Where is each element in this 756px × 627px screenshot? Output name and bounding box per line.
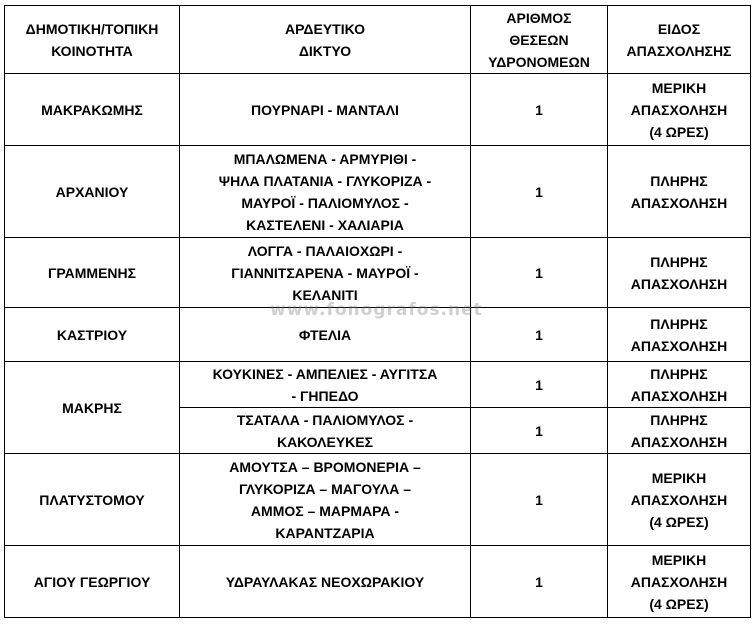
positions-cell: 1 [471,308,608,362]
community-cell: ΑΡΧΑΝΙΟΥ [5,146,180,238]
header-employment: ΕΙΔΟΣ ΑΠΑΣΧΟΛΗΣΗΣ [608,6,751,74]
header-row [5,6,751,74]
employment-cell: ΠΛΗΡΗΣ ΑΠΑΣΧΟΛΗΣΗ [608,146,751,238]
table-row [5,74,751,146]
network-cell: ΤΣΑΤΑΛΑ - ΠΑΛΙΟΜΥΛΟΣ - ΚΑΚΟΛΕΥΚΕΣ [180,408,471,454]
employment-cell: ΜΕΡΙΚΗ ΑΠΑΣΧΟΛΗΣΗ (4 ΩΡΕΣ) [608,454,751,546]
document [4,5,751,618]
employment-cell: ΠΛΗΡΗΣ ΑΠΑΣΧΟΛΗΣΗ [608,238,751,308]
network-cell: ΜΠΑΛΩΜΕΝΑ - ΑΡΜΥΡΙΘΙ - ΨΗΛΑ ΠΛΑΤΑΝΙΑ - ΓΛΥΚΟΡΙΖΑ - ΜΑΥΡΟΪ - ΠΑΛΙΟΜΥΛΟΣ - ΚΑΣΤΕΛΕΝΙ - ΧΑΛΙΑΡΙΑ [180,146,471,238]
positions-cell: 1 [471,362,608,408]
employment-cell: ΜΕΡΙΚΗ ΑΠΑΣΧΟΛΗΣΗ (4 ΩΡΕΣ) [608,546,751,618]
positions-cell: 1 [471,546,608,618]
community-cell: ΜΑΚΡΗΣ [5,362,180,454]
positions-cell: 1 [471,74,608,146]
positions-cell: 1 [471,146,608,238]
irrigation-table [4,5,751,618]
network-cell: ΛΟΓΓΑ - ΠΑΛΑΙΟΧΩΡΙ - ΓΙΑΝΝΙΤΣΑΡΕΝΑ - ΜΑΥΡΟΪ - ΚΕΛΑΝΙΤΙ [180,238,471,308]
employment-cell: ΠΛΗΡΗΣ ΑΠΑΣΧΟΛΗΣΗ [608,308,751,362]
table-row [5,546,751,618]
employment-cell: ΠΛΗΡΗΣ ΑΠΑΣΧΟΛΗΣΗ [608,408,751,454]
employment-cell: ΜΕΡΙΚΗ ΑΠΑΣΧΟΛΗΣΗ (4 ΩΡΕΣ) [608,74,751,146]
community-cell: ΑΓΙΟΥ ΓΕΩΡΓΙΟΥ [5,546,180,618]
positions-cell: 1 [471,408,608,454]
table-row [5,362,751,408]
header-positions: ΑΡΙΘΜΟΣ ΘΕΣΕΩΝ ΥΔΡΟΝΟΜΕΩΝ [471,6,608,74]
community-cell: ΓΡΑΜΜΕΝΗΣ [5,238,180,308]
network-cell: ΥΔΡΑΥΛΑΚΑΣ ΝΕΟΧΩΡΑΚΙΟΥ [180,546,471,618]
network-cell: ΚΟΥΚΙΝΕΣ - ΑΜΠΕΛΙΕΣ - ΑΥΓΙΤΣΑ - ΓΗΠΕΔΟ [180,362,471,408]
table-row [5,146,751,238]
community-cell: ΚΑΣΤΡΙΟΥ [5,308,180,362]
network-cell: ΠΟΥΡΝΑΡΙ - ΜΑΝΤΑΛΙ [180,74,471,146]
employment-cell: ΠΛΗΡΗΣ ΑΠΑΣΧΟΛΗΣΗ [608,362,751,408]
network-cell: ΦΤΕΛΙΑ [180,308,471,362]
community-cell: ΜΑΚΡΑΚΩΜΗΣ [5,74,180,146]
network-cell: ΑΜΟΥΤΣΑ – ΒΡΟΜΟΝΕΡΙΑ – ΓΛΥΚΟΡΙΖΑ – ΜΑΓΟΥΛΑ – ΑΜΜΟΣ – ΜΑΡΜΑΡΑ - ΚΑΡΑΝΤΖΑΡΙΑ [180,454,471,546]
community-cell: ΠΛΑΤΥΣΤΟΜΟΥ [5,454,180,546]
table-row [5,454,751,546]
table-row [5,238,751,308]
header-network: ΑΡΔΕΥΤΙΚΟ ΔΙΚΤΥΟ [180,6,471,74]
positions-cell: 1 [471,238,608,308]
positions-cell: 1 [471,454,608,546]
header-community: ΔΗΜΟΤΙΚΗ/ΤΟΠΙΚΗ ΚΟΙΝΟΤΗΤΑ [5,6,180,74]
watermark: www.fonografos.net [270,300,483,320]
table-row [5,308,751,362]
